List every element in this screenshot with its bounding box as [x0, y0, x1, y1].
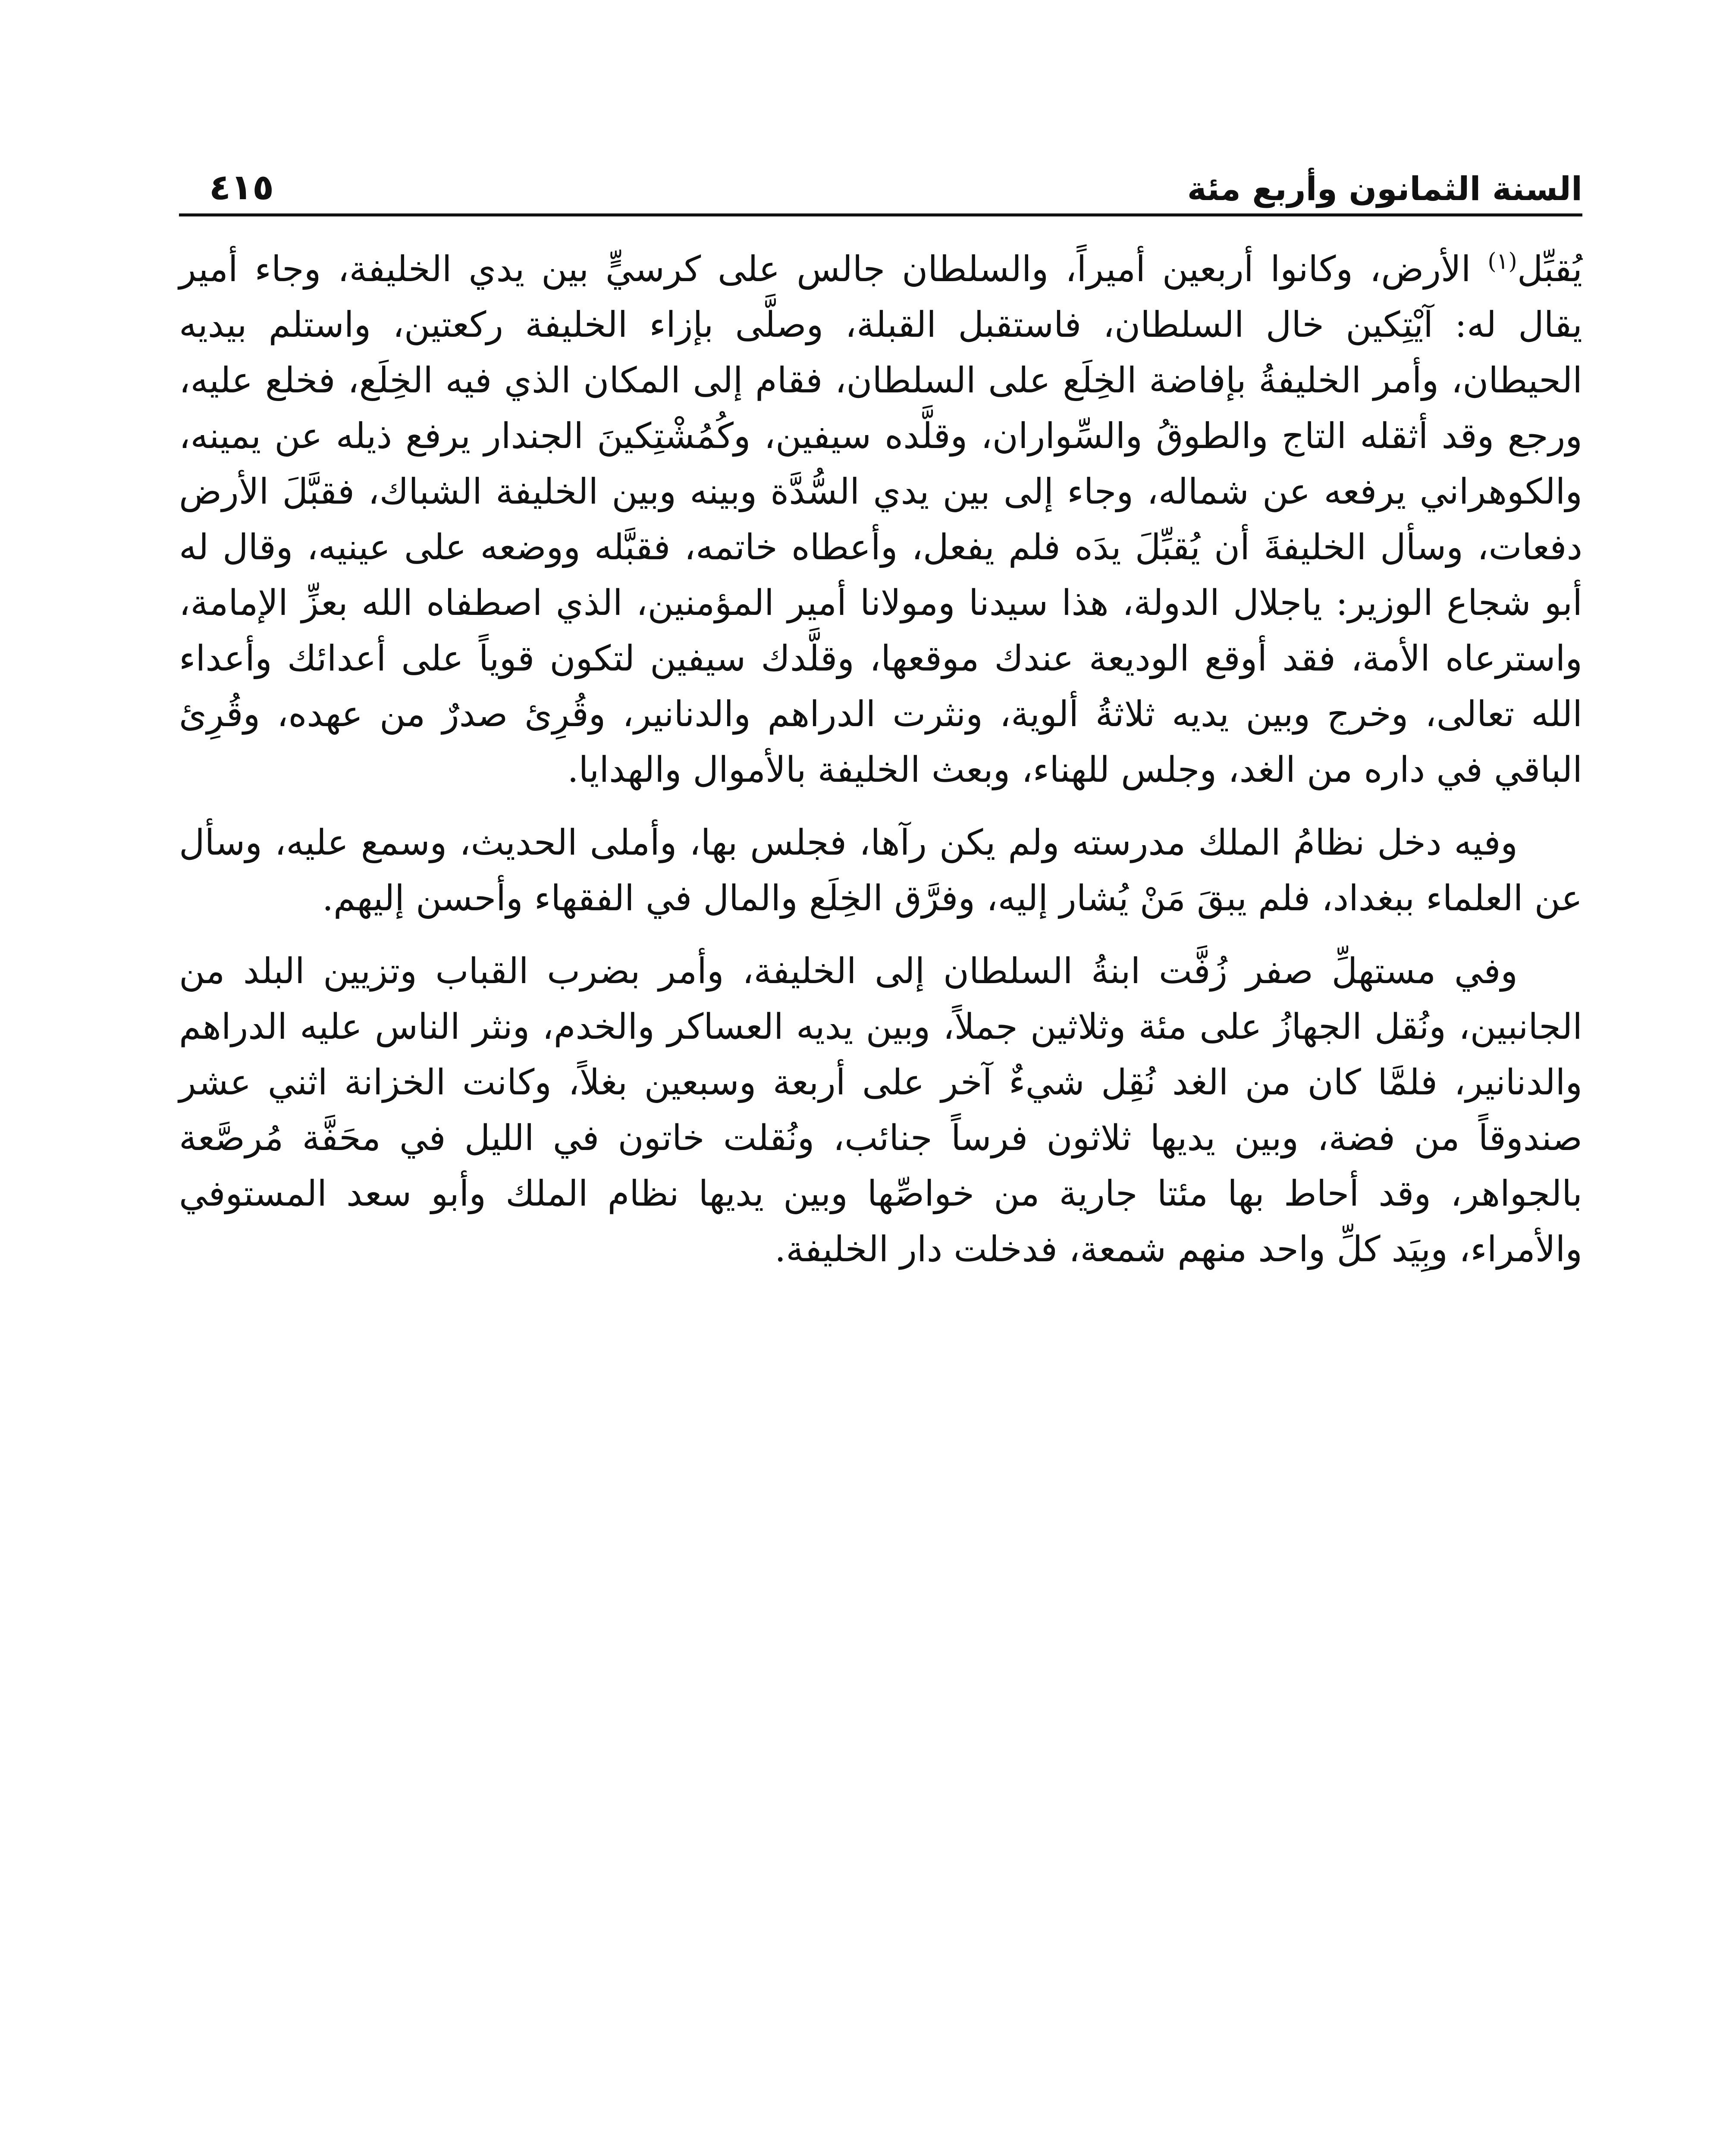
- paragraph-1: [179, 241, 1582, 798]
- footnote-ref-1[interactable]: (١): [1487, 248, 1517, 275]
- running-title: السنة الثمانون وأربع مئة: [1187, 169, 1582, 208]
- page-number: ٤١٥: [209, 166, 274, 208]
- paragraph-1-first-word: يُقبِّل: [1517, 249, 1582, 290]
- paragraph-3: وفي مستهلِّ صفر زُفَّت ابنةُ السلطان إلى الخليفة، وأمر بضرب القباب وتزيين البلد من الجانبين، ونُقل الجهازُ على مئة وثلاثين جملاً، وبين يديه العساكر والخدم، ونثر الناس عليه الدراهم والدنانير، فلمَّا كان من الغد نُقِل شيءٌ آخر على أربعة وسبعين بغلاً، وكانت الخزانة اثني عشر صندوقاً من فضة، وبين يديها ثلاثون فرساً جنائب، ونُقلت خاتون في الليل في محَفَّة مُرصَّعة بالجواهر، وقد أحاط بها مئتا جارية من خواصِّها وبين يديها نظام الملك وأبو سعد المستوفي والأمراء، وبِيَد كلِّ واحد منهم شمعة، فدخلت دار الخليفة.: [179, 951, 1582, 1270]
- header-divider: [179, 213, 1582, 216]
- paragraph-2: وفيه دخل نظامُ الملك مدرسته ولم يكن رآها، فجلس بها، وأملى الحديث، وسمع عليه، وسأل عن العلماء ببغداد، فلم يبقَ مَنْ يُشار إليه، وفرَّق الخِلَع والمال في الفقهاء وأحسن إليهم.: [179, 822, 1582, 919]
- page-header: [179, 142, 1582, 207]
- paragraph-1-text: الأرض، وكانوا أربعين أميراً، والسلطان جالس على كرسيٍّ بين يدي الخليفة، وجاء أمير يقال له: آيْتِكين خال السلطان، فاستقبل القبلة، وصلَّى بإزاء الخليفة ركعتين، واستلم بيديه الحيطان، وأمر الخليفةُ بإفاضة الخِلَع على السلطان، فقام إلى المكان الذي فيه الخِلَع، فخلع عليه، ورجع وقد أثقله التاج والطوقُ والسِّواران، وقلَّده سيفين، وكُمُشْتِكينَ الجندار يرفع ذيله عن يمينه، والكوهراني يرفعه عن شماله، وجاء إلى بين يدي السُّدَّة وبينه وبين الخليفة الشباك، فقبَّلَ الأرض دفعات، وسأل الخليفةَ أن يُقبِّلَ يدَه فلم يفعل، وأعطاه خاتمه، فقبَّله ووضعه على عينيه، وقال له أبو شجاع الوزير: ياجلال الدولة، هذا سيدنا ومولانا أمير المؤمنين، الذي اصطفاه الله بعزِّ الإمامة، واسترعاه الأمة، فقد أوقع الوديعة عندك موقعها، وقلَّدك سيفين لتكون قوياً على أعدائك وأعداء الله تعالى، وخرج وبين يديه ثلاثةُ ألوية، ونثرت الدراهم والدنانير، وقُرِئ صدرٌ من عهده، وقُرِئ الباقي في داره من الغد، وجلس للهناء، وبعث الخليفة بالأموال والهدايا.: [179, 249, 1582, 790]
- main-text: [179, 241, 1582, 1294]
